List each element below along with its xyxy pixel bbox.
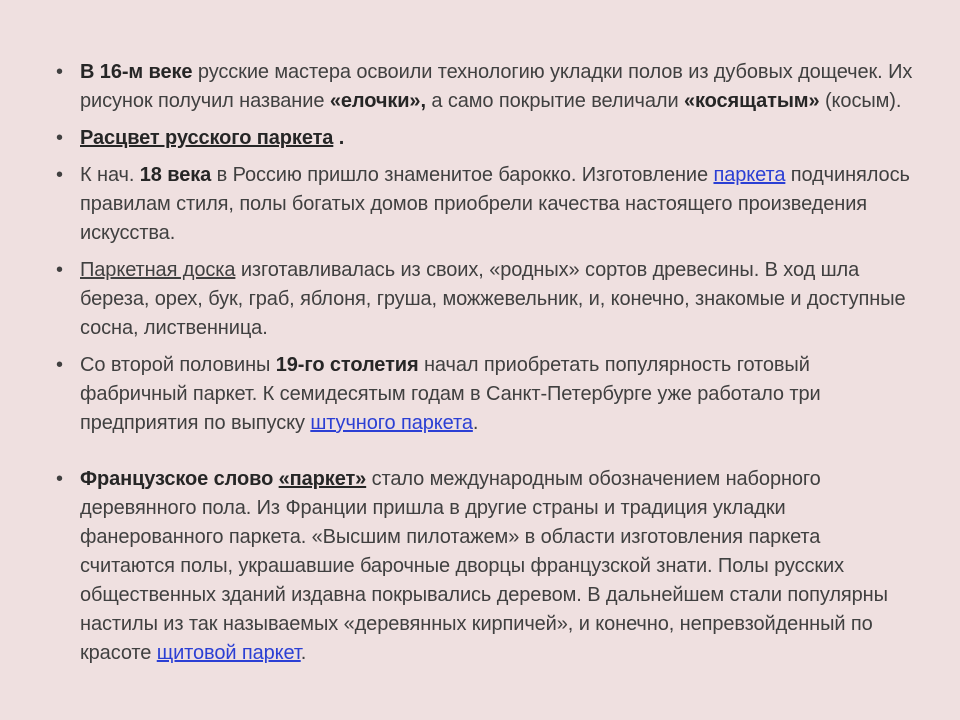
bold-phrase: Французское слово <box>80 468 279 490</box>
bold-phrase: «косящатым» <box>683 90 820 112</box>
text: стало международным обозначением наборного деревянного пола. Из Франции пришла в другие страны и традиция укладки фанерованного паркета. «Высшим пилотажем» в области изготовления паркета считаются полы, украшавшие барочные дворцы французской знати. Полы русских общественных зданий издавна покрывались деревом. В дальнейшем стали популярны настилы из так называемых «деревянных кирпичей», и конечно, непревзойденный по красоте <box>80 468 888 664</box>
bullet-flourishing <box>80 124 920 153</box>
bold-underlined-phrase: «паркет» <box>278 468 367 490</box>
heading-phrase: Расцвет русского паркета <box>80 127 334 149</box>
text: русские мастера освоили технологию укладки полов из дубовых дощечек. Их рисунок получил название <box>80 61 913 112</box>
bullet-18th-century <box>80 161 920 248</box>
bullet-16th-century <box>80 58 920 116</box>
bullet-parquet-board <box>80 256 920 343</box>
text: подчинялось правилам стиля, полы богатых домов приобрели качества настоящего произведения искусства. <box>80 164 910 244</box>
text: (косым). <box>819 90 902 112</box>
text: изготавливалась из своих, «родных» сортов древесины. В ход шла береза, орех, бук, граб, яблоня, груша, можжевельник, и, конечно, знакомые и доступные сосна, лиственница. <box>80 259 906 339</box>
piece-parquet-link[interactable]: штучного паркета <box>310 412 473 434</box>
text: в Россию пришло знаменитое барокко. Изготовление <box>211 164 714 186</box>
bold-phrase: 18 века <box>139 164 212 186</box>
text: . <box>333 127 345 149</box>
panel-parquet-link[interactable]: щитовой паркет <box>156 642 301 664</box>
text: . <box>300 642 307 664</box>
underlined-phrase: Паркетная доска <box>80 259 236 281</box>
bullet-19th-century <box>80 351 920 438</box>
text: . <box>472 412 479 434</box>
text: а само покрытие величали <box>425 90 684 112</box>
text: Со второй половины <box>80 354 276 376</box>
bullet-list <box>80 58 920 676</box>
bold-phrase: В 16-м веке <box>80 61 193 83</box>
bold-phrase: «елочки», <box>329 90 426 112</box>
bullet-french-word <box>80 465 920 668</box>
bold-phrase: 19-го столетия <box>275 354 419 376</box>
text: начал приобретать популярность готовый фабричный паркет. К семидесятым годам в Санкт-Петербурге уже работало три предприятия по выпуску <box>80 354 821 434</box>
parquet-link[interactable]: паркета <box>713 164 786 186</box>
text: К нач. <box>80 164 140 186</box>
